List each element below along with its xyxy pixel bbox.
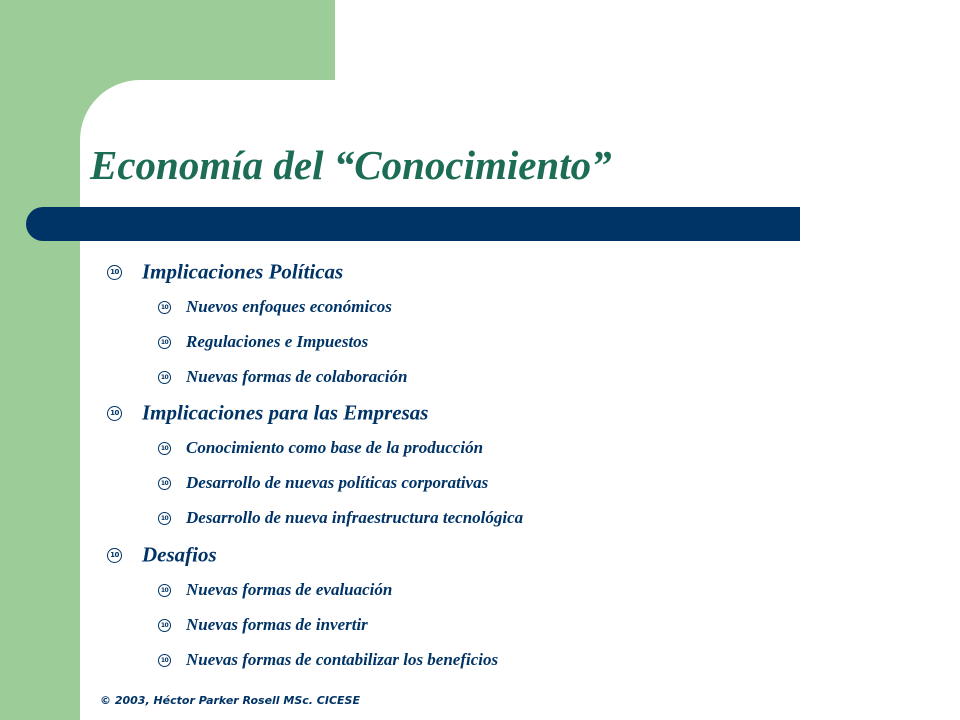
bullet-label: Nuevas formas de invertir [186, 615, 368, 635]
bullet-label: Regulaciones e Impuestos [186, 332, 369, 352]
sub-bullet-item [158, 614, 368, 635]
numbered-bullet-icon: 10 [158, 301, 171, 314]
bullet-label: Nuevas formas de evaluación [186, 580, 393, 600]
bullet-item [107, 258, 343, 285]
slide-title: Economía del “Conocimiento” [90, 142, 612, 188]
sub-bullet-item [158, 649, 498, 670]
bullet-label: Conocimiento como base de la producción [186, 438, 484, 458]
copyright-footer: © 2003, Héctor Parker Rosell MSc. CICESE [100, 694, 360, 707]
sub-bullet-item [158, 472, 488, 493]
sub-bullet-item [158, 579, 392, 600]
sub-bullet-item [158, 331, 368, 352]
numbered-bullet-icon: 10 [158, 654, 171, 667]
numbered-bullet-icon: 10 [158, 477, 171, 490]
numbered-bullet-icon: 10 [158, 619, 171, 632]
bullet-label: Nuevas formas de colaboración [186, 367, 408, 387]
numbered-bullet-icon: 10 [158, 512, 171, 525]
bullet-label: Nuevos enfoques económicos [186, 297, 392, 317]
numbered-bullet-icon: 10 [158, 442, 171, 455]
numbered-bullet-icon: 10 [107, 265, 122, 280]
sub-bullet-item [158, 507, 523, 528]
numbered-bullet-icon: 10 [158, 371, 171, 384]
bullet-label: Desarrollo de nueva infraestructura tecnológica [186, 508, 524, 528]
numbered-bullet-icon: 10 [107, 548, 122, 563]
bullet-label: Desafios [142, 542, 217, 567]
bullet-item [107, 399, 428, 426]
sub-bullet-item [158, 437, 483, 458]
sub-bullet-item [158, 296, 392, 317]
sub-bullet-item [158, 366, 407, 387]
numbered-bullet-icon: 10 [107, 406, 122, 421]
bullet-label: Desarrollo de nuevas políticas corporativas [186, 473, 489, 493]
bullet-label: Implicaciones Políticas [142, 259, 344, 284]
numbered-bullet-icon: 10 [158, 584, 171, 597]
numbered-bullet-icon: 10 [158, 336, 171, 349]
bullet-label: Implicaciones para las Empresas [142, 400, 429, 425]
bullet-item [107, 541, 217, 568]
bullet-label: Nuevas formas de contabilizar los beneficios [186, 650, 499, 670]
